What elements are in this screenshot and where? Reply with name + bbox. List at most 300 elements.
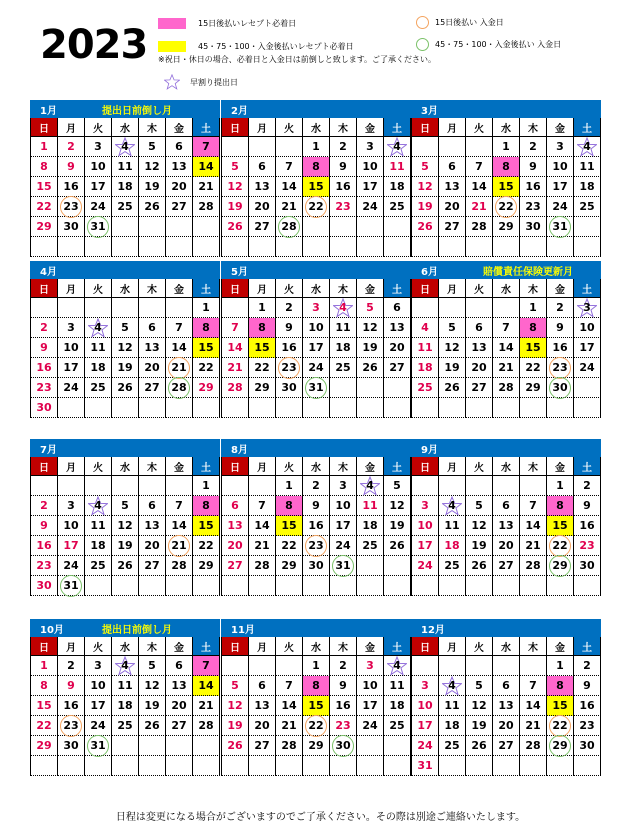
legend-star xyxy=(164,74,238,90)
month-name: 9月 xyxy=(421,444,438,456)
weekday-label: 月 xyxy=(439,118,466,136)
weekday-label: 土 xyxy=(193,457,220,475)
weekday-label: 日 xyxy=(412,279,439,297)
day-cell xyxy=(166,338,193,358)
empty-cell xyxy=(222,398,249,418)
day-cell xyxy=(303,137,330,157)
empty-cell xyxy=(139,298,166,318)
day-cell xyxy=(276,197,303,217)
day-cell xyxy=(31,736,58,756)
day-number: 15 xyxy=(308,699,324,712)
day-number: 13 xyxy=(254,699,270,712)
day-number: 17 xyxy=(362,180,378,193)
day-cell xyxy=(303,177,330,197)
empty-cell xyxy=(466,476,493,496)
empty-cell xyxy=(384,556,411,576)
day-cell xyxy=(547,676,574,696)
day-number: 1 xyxy=(202,479,210,492)
day-number: 21 xyxy=(525,539,541,552)
year-title: 2023 xyxy=(40,22,148,68)
month-name: 10月 xyxy=(40,624,64,636)
empty-cell xyxy=(276,656,303,676)
day-number: 9 xyxy=(339,679,347,692)
empty-cell xyxy=(357,556,384,576)
day-cell xyxy=(276,217,303,237)
day-number: 20 xyxy=(144,539,160,552)
day-number: 2 xyxy=(583,659,591,672)
day-cell xyxy=(249,736,276,756)
day-number: 18 xyxy=(335,341,351,354)
day-number: 14 xyxy=(498,341,514,354)
day-cell xyxy=(112,656,139,676)
weekday-label: 月 xyxy=(439,457,466,475)
empty-cell xyxy=(112,576,139,596)
day-number: 25 xyxy=(90,559,106,572)
empty-cell xyxy=(466,656,493,676)
weekday-label: 火 xyxy=(466,118,493,136)
day-cell xyxy=(58,177,85,197)
empty-cell xyxy=(466,398,493,418)
empty-cell xyxy=(439,137,466,157)
day-number: 27 xyxy=(144,381,160,394)
empty-cell xyxy=(574,756,601,776)
day-cell xyxy=(112,716,139,736)
day-number: 20 xyxy=(444,200,460,213)
day-number: 7 xyxy=(529,679,537,692)
day-cell xyxy=(547,536,574,556)
day-number: 12 xyxy=(389,499,405,512)
day-number: 30 xyxy=(335,739,351,752)
day-cell xyxy=(303,736,330,756)
day-number: 22 xyxy=(198,539,214,552)
day-number: 5 xyxy=(393,479,401,492)
weekday-label: 水 xyxy=(303,118,330,136)
day-number: 23 xyxy=(525,200,541,213)
day-cell xyxy=(384,298,411,318)
weekday-label: 月 xyxy=(58,279,85,297)
day-cell xyxy=(166,137,193,157)
weekday-label: 金 xyxy=(166,118,193,136)
day-cell xyxy=(493,217,520,237)
day-number: 5 xyxy=(475,499,483,512)
day-cell xyxy=(112,696,139,716)
day-cell xyxy=(31,676,58,696)
day-cell xyxy=(547,217,574,237)
day-cell xyxy=(493,318,520,338)
empty-cell xyxy=(493,398,520,418)
empty-cell xyxy=(412,298,439,318)
day-number: 20 xyxy=(498,539,514,552)
day-cell xyxy=(574,676,601,696)
day-number: 18 xyxy=(444,719,460,732)
day-cell xyxy=(574,318,601,338)
weekday-label: 月 xyxy=(58,637,85,655)
day-cell xyxy=(193,716,220,736)
day-cell xyxy=(330,496,357,516)
day-cell xyxy=(166,496,193,516)
day-number: 10 xyxy=(579,321,595,334)
day-cell xyxy=(139,556,166,576)
empty-cell xyxy=(249,656,276,676)
day-cell xyxy=(574,338,601,358)
day-number: 30 xyxy=(36,401,52,414)
empty-cell xyxy=(547,398,574,418)
day-number: 23 xyxy=(63,719,79,732)
day-cell xyxy=(493,358,520,378)
day-number: 10 xyxy=(90,679,106,692)
day-cell xyxy=(547,716,574,736)
day-grid xyxy=(221,656,411,776)
day-cell xyxy=(139,676,166,696)
day-cell xyxy=(58,157,85,177)
empty-cell xyxy=(85,576,112,596)
day-number: 28 xyxy=(525,559,541,572)
empty-cell xyxy=(222,756,249,776)
day-cell xyxy=(31,576,58,596)
day-cell xyxy=(222,177,249,197)
day-number: 21 xyxy=(471,200,487,213)
empty-cell xyxy=(439,398,466,418)
day-cell xyxy=(85,217,112,237)
weekday-label: 水 xyxy=(112,457,139,475)
weekday-label: 木 xyxy=(520,637,547,655)
day-number: 2 xyxy=(529,140,537,153)
day-cell xyxy=(330,716,357,736)
day-number: 2 xyxy=(339,659,347,672)
day-cell xyxy=(139,696,166,716)
month-header xyxy=(411,100,601,118)
day-cell xyxy=(466,696,493,716)
day-cell xyxy=(466,736,493,756)
legend-orange-label: 15日後払い 入金日 xyxy=(435,18,504,27)
day-number: 5 xyxy=(366,301,374,314)
day-number: 12 xyxy=(117,519,133,532)
day-cell xyxy=(31,536,58,556)
day-cell xyxy=(493,696,520,716)
day-number: 26 xyxy=(227,739,243,752)
day-cell xyxy=(574,516,601,536)
day-number: 22 xyxy=(36,200,52,213)
day-number: 16 xyxy=(36,539,52,552)
day-number: 3 xyxy=(366,140,374,153)
day-number: 28 xyxy=(171,559,187,572)
day-cell xyxy=(249,217,276,237)
day-cell xyxy=(58,197,85,217)
day-number: 11 xyxy=(117,160,133,173)
day-number: 19 xyxy=(227,200,243,213)
day-cell xyxy=(58,338,85,358)
day-number: 16 xyxy=(579,519,595,532)
weekday-label: 木 xyxy=(520,457,547,475)
empty-cell xyxy=(303,756,330,776)
day-cell xyxy=(574,137,601,157)
day-number: 24 xyxy=(90,719,106,732)
day-cell xyxy=(193,318,220,338)
day-cell xyxy=(439,378,466,398)
day-cell xyxy=(330,177,357,197)
day-cell xyxy=(249,536,276,556)
day-number: 12 xyxy=(444,341,460,354)
weekday-label: 火 xyxy=(85,118,112,136)
day-cell xyxy=(574,197,601,217)
day-number: 14 xyxy=(198,679,214,692)
day-cell xyxy=(166,157,193,177)
day-cell xyxy=(493,556,520,576)
day-cell xyxy=(276,736,303,756)
weekday-label: 木 xyxy=(520,279,547,297)
empty-cell xyxy=(276,398,303,418)
empty-cell xyxy=(222,476,249,496)
month-header xyxy=(221,261,411,279)
legend-pink xyxy=(158,18,296,29)
empty-cell xyxy=(384,576,411,596)
day-number: 16 xyxy=(525,180,541,193)
day-number: 17 xyxy=(63,539,79,552)
day-number: 17 xyxy=(552,180,568,193)
day-number: 4 xyxy=(339,301,347,314)
day-cell xyxy=(574,496,601,516)
month-name: 3月 xyxy=(421,105,438,117)
day-number: 15 xyxy=(281,519,297,532)
day-cell xyxy=(412,496,439,516)
weekday-header xyxy=(30,457,220,476)
day-cell xyxy=(249,358,276,378)
day-number: 12 xyxy=(471,519,487,532)
day-number: 5 xyxy=(148,659,156,672)
day-number: 22 xyxy=(498,200,514,213)
day-number: 4 xyxy=(448,679,456,692)
day-number: 21 xyxy=(227,361,243,374)
day-cell xyxy=(330,318,357,338)
weekday-label: 水 xyxy=(112,279,139,297)
day-cell xyxy=(276,496,303,516)
day-cell xyxy=(439,177,466,197)
day-number: 8 xyxy=(529,321,537,334)
day-cell xyxy=(547,298,574,318)
empty-cell xyxy=(166,398,193,418)
empty-cell xyxy=(85,237,112,257)
day-number: 28 xyxy=(198,200,214,213)
weekday-label: 日 xyxy=(222,457,249,475)
month-name: 11月 xyxy=(231,624,255,636)
month-name: 12月 xyxy=(421,624,445,636)
day-number: 22 xyxy=(254,361,270,374)
day-cell xyxy=(276,516,303,536)
weekday-label: 金 xyxy=(547,118,574,136)
day-number: 8 xyxy=(502,160,510,173)
footer-note: 日程は変更になる場合がございますのでご了承ください。その際は別途ご連絡いたします。 xyxy=(115,812,526,823)
empty-cell xyxy=(357,576,384,596)
weekday-label: 火 xyxy=(276,279,303,297)
day-number: 9 xyxy=(40,341,48,354)
weekday-label: 土 xyxy=(193,637,220,655)
day-cell xyxy=(574,656,601,676)
day-number: 30 xyxy=(36,579,52,592)
day-number: 28 xyxy=(471,220,487,233)
day-cell xyxy=(222,197,249,217)
day-cell xyxy=(222,556,249,576)
day-cell xyxy=(357,177,384,197)
day-cell xyxy=(303,656,330,676)
day-number: 8 xyxy=(285,499,293,512)
day-cell xyxy=(412,157,439,177)
day-number: 13 xyxy=(171,160,187,173)
day-number: 12 xyxy=(144,160,160,173)
empty-cell xyxy=(412,398,439,418)
weekday-label: 日 xyxy=(222,279,249,297)
day-number: 3 xyxy=(339,479,347,492)
day-cell xyxy=(85,676,112,696)
day-number: 4 xyxy=(94,321,102,334)
day-cell xyxy=(193,298,220,318)
day-number: 1 xyxy=(529,301,537,314)
day-cell xyxy=(193,358,220,378)
day-number: 18 xyxy=(90,361,106,374)
weekday-label: 木 xyxy=(330,279,357,297)
day-number: 16 xyxy=(308,519,324,532)
day-cell xyxy=(276,676,303,696)
month-calendar xyxy=(411,439,601,596)
day-number: 7 xyxy=(202,140,210,153)
day-cell xyxy=(574,358,601,378)
day-cell xyxy=(466,516,493,536)
day-cell xyxy=(85,157,112,177)
day-number: 14 xyxy=(281,699,297,712)
day-number: 25 xyxy=(117,200,133,213)
day-number: 11 xyxy=(335,321,351,334)
empty-cell xyxy=(439,298,466,318)
day-number: 6 xyxy=(148,499,156,512)
day-number: 24 xyxy=(63,381,79,394)
day-cell xyxy=(112,137,139,157)
day-cell xyxy=(112,496,139,516)
day-cell xyxy=(166,318,193,338)
weekday-label: 月 xyxy=(249,637,276,655)
day-cell xyxy=(574,716,601,736)
day-cell xyxy=(222,358,249,378)
month-name: 2月 xyxy=(231,105,248,117)
day-cell xyxy=(249,338,276,358)
day-number: 17 xyxy=(308,341,324,354)
day-number: 12 xyxy=(362,321,378,334)
day-cell xyxy=(384,338,411,358)
day-cell xyxy=(412,358,439,378)
day-cell xyxy=(520,157,547,177)
weekday-label: 木 xyxy=(139,457,166,475)
day-cell xyxy=(357,157,384,177)
day-number: 14 xyxy=(471,180,487,193)
empty-cell xyxy=(493,476,520,496)
day-cell xyxy=(330,516,357,536)
day-cell xyxy=(574,736,601,756)
day-number: 28 xyxy=(281,220,297,233)
day-number: 13 xyxy=(254,180,270,193)
day-cell xyxy=(193,696,220,716)
day-cell xyxy=(412,338,439,358)
weekday-label: 日 xyxy=(31,118,58,136)
day-cell xyxy=(139,358,166,378)
day-cell xyxy=(357,536,384,556)
day-number: 5 xyxy=(448,321,456,334)
day-number: 3 xyxy=(583,301,591,314)
day-number: 24 xyxy=(308,361,324,374)
day-cell xyxy=(85,177,112,197)
day-number: 11 xyxy=(389,160,405,173)
day-number: 26 xyxy=(117,559,133,572)
day-number: 19 xyxy=(471,539,487,552)
empty-cell xyxy=(384,378,411,398)
day-cell xyxy=(139,656,166,676)
empty-cell xyxy=(58,476,85,496)
empty-cell xyxy=(112,217,139,237)
empty-cell xyxy=(85,476,112,496)
day-number: 19 xyxy=(389,519,405,532)
day-cell xyxy=(85,556,112,576)
day-cell xyxy=(58,576,85,596)
weekday-label: 日 xyxy=(31,637,58,655)
day-number: 10 xyxy=(335,499,351,512)
day-cell xyxy=(112,157,139,177)
day-cell xyxy=(166,378,193,398)
empty-cell xyxy=(493,298,520,318)
day-number: 22 xyxy=(36,719,52,732)
day-number: 23 xyxy=(579,719,595,732)
day-cell xyxy=(466,177,493,197)
weekday-label: 土 xyxy=(193,279,220,297)
weekday-label: 月 xyxy=(249,457,276,475)
day-cell xyxy=(222,536,249,556)
day-cell xyxy=(574,556,601,576)
day-number: 8 xyxy=(202,321,210,334)
day-number: 14 xyxy=(227,341,243,354)
empty-cell xyxy=(58,756,85,776)
day-cell xyxy=(574,696,601,716)
empty-cell xyxy=(493,237,520,257)
day-cell xyxy=(303,516,330,536)
day-number: 2 xyxy=(339,140,347,153)
day-number: 17 xyxy=(335,519,351,532)
day-cell xyxy=(439,516,466,536)
day-number: 26 xyxy=(362,361,378,374)
weekday-label: 土 xyxy=(193,118,220,136)
day-number: 26 xyxy=(144,719,160,732)
day-number: 5 xyxy=(121,321,129,334)
day-cell xyxy=(139,536,166,556)
day-cell xyxy=(193,676,220,696)
day-cell xyxy=(193,516,220,536)
empty-cell xyxy=(547,576,574,596)
day-number: 1 xyxy=(556,479,564,492)
day-cell xyxy=(85,736,112,756)
day-cell xyxy=(439,716,466,736)
day-number: 14 xyxy=(281,180,297,193)
day-number: 22 xyxy=(281,539,297,552)
day-number: 14 xyxy=(525,699,541,712)
empty-cell xyxy=(222,576,249,596)
day-number: 29 xyxy=(552,739,568,752)
day-cell xyxy=(330,157,357,177)
day-cell xyxy=(466,378,493,398)
day-number: 11 xyxy=(444,519,460,532)
day-cell xyxy=(412,378,439,398)
day-number: 3 xyxy=(67,321,75,334)
empty-cell xyxy=(112,476,139,496)
legend-yellow xyxy=(158,41,354,52)
empty-cell xyxy=(384,736,411,756)
day-number: 22 xyxy=(308,200,324,213)
empty-cell xyxy=(58,237,85,257)
legend-note: ※祝日・休日の場合、必着日と入金日は前倒しと致します。ご了承ください。 xyxy=(158,55,437,64)
